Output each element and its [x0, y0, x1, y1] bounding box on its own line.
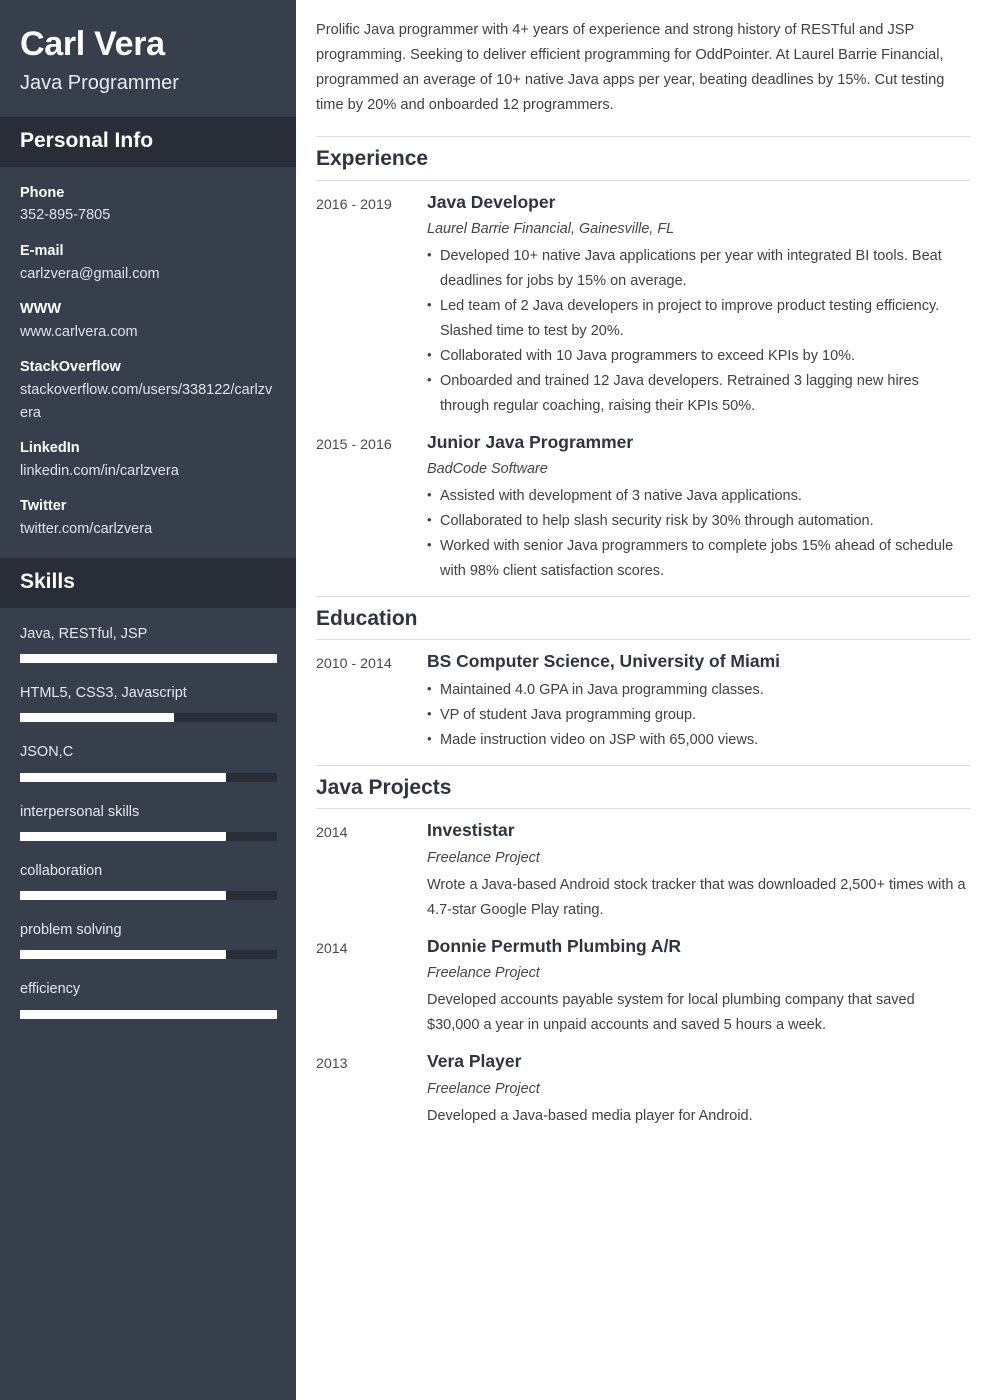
entry-bullet-list [427, 244, 970, 419]
entry-description: Developed accounts payable system for local plumbing company that saved $30,000 a year in unpaid accounts and saved 5 hours a week. [427, 992, 915, 1034]
entry-bullet: • Collaborated with 10 Java programmers to exceed KPIs by 10%. [427, 344, 970, 369]
contact-label: Phone [20, 184, 65, 201]
entry-bullet: • Maintained 4.0 GPA in Java programming classes. [427, 678, 970, 703]
resume-section [316, 765, 970, 1129]
entry-subtitle: Freelance Project [427, 849, 540, 866]
resume-section [316, 136, 970, 584]
skill-level-bar [20, 713, 277, 722]
personal-info-heading: Personal Info [20, 129, 154, 153]
resume-entry [316, 935, 970, 1039]
skill-item [20, 683, 276, 722]
entry-body [427, 191, 970, 419]
contact-item [20, 241, 276, 285]
entry-date: 2015 - 2016 [316, 436, 392, 453]
skill-level-fill [20, 950, 226, 959]
skill-item [20, 920, 276, 959]
contact-label: Twitter [20, 498, 67, 515]
entry-bullet-list [427, 678, 970, 753]
entry-body [427, 1050, 970, 1129]
section-header [316, 136, 970, 180]
entry-bullet: • Led team of 2 Java developers in project to improve product testing efficiency. Slashed time to test by 20%. [427, 294, 970, 344]
contact-item [20, 438, 276, 482]
entry-bullet: • VP of student Java programming group. [427, 703, 970, 728]
sidebar [0, 0, 296, 1400]
section-title: Education [316, 607, 418, 631]
skill-level-bar [20, 891, 277, 900]
contact-label: StackOverflow [20, 359, 121, 376]
entry-title: Java Developer [427, 191, 556, 212]
entry-bullet: • Assisted with development of 3 native Java applications. [427, 484, 970, 509]
entry-date: 2014 [316, 825, 348, 842]
entry-title: Junior Java Programmer [427, 431, 634, 452]
candidate-job-title: Java Programmer [20, 72, 179, 95]
entry-title: BS Computer Science, University of Miami [427, 651, 781, 672]
resume-entry [316, 1050, 970, 1129]
personal-info-list [0, 167, 296, 559]
skill-name: problem solving [20, 922, 122, 939]
skill-item [20, 742, 276, 781]
personal-info-header [0, 117, 296, 166]
skills-heading: Skills [20, 570, 75, 594]
contact-item [20, 299, 276, 343]
contact-value[interactable]: linkedin.com/in/carlzvera [20, 462, 179, 479]
resume-entry [316, 819, 970, 923]
skill-level-bar [20, 1010, 277, 1019]
resume-entry [316, 650, 970, 752]
entry-subtitle: BadCode Software [427, 461, 548, 478]
skill-item [20, 624, 276, 663]
skill-item [20, 861, 276, 900]
entry-subtitle: Freelance Project [427, 1080, 540, 1097]
entry-title: Investistar [427, 820, 515, 841]
contact-value[interactable]: twitter.com/carlzvera [20, 520, 153, 537]
skills-list [0, 608, 296, 1059]
entry-body [427, 431, 970, 584]
skill-name: Java, RESTful, JSP [20, 625, 148, 642]
contact-value[interactable]: carlzvera@gmail.com [20, 265, 160, 282]
skill-item [20, 802, 276, 841]
skill-level-fill [20, 654, 277, 663]
contact-label: LinkedIn [20, 439, 80, 456]
skill-item [20, 979, 276, 1018]
main-content [296, 0, 990, 1400]
entry-bullet-list [427, 484, 970, 584]
entry-body [427, 650, 970, 752]
contact-value[interactable]: 352-895-7805 [20, 207, 111, 224]
resume-entry [316, 191, 970, 419]
entry-bullet: • Collaborated to help slash security risk by 30% through automation. [427, 509, 970, 534]
entry-title: Donnie Permuth Plumbing A/R [427, 935, 682, 956]
entry-date: 2010 - 2014 [316, 656, 392, 673]
resume-section [316, 596, 970, 753]
sidebar-header [0, 0, 296, 117]
section-title: Java Projects [316, 775, 452, 799]
candidate-name: Carl Vera [20, 25, 165, 63]
skill-level-fill [20, 891, 226, 900]
skill-level-bar [20, 832, 277, 841]
entry-bullet: • Made instruction video on JSP with 65,000 views. [427, 728, 970, 753]
skill-level-fill [20, 773, 226, 782]
skill-name: interpersonal skills [20, 803, 140, 820]
skill-level-bar [20, 654, 277, 663]
entry-date: 2013 [316, 1056, 348, 1073]
profile-summary: Prolific Java programmer with 4+ years of experience and strong history of RESTful and JSP programming. Seeking to deliver efficient programming for OddPointer. At Laurel Barrie Financial, programmed an average of 10+ native Java apps per year, beating deadlines by 15%. Cut testing time by 20% and onboarded 12 programmers. [316, 22, 945, 114]
skill-level-bar [20, 773, 277, 782]
resume-sections [316, 136, 970, 1128]
section-header [316, 765, 970, 809]
entry-bullet: • Onboarded and trained 12 Java developers. Retrained 3 lagging new hires through regular coaching, raising their KPIs 50%. [427, 369, 970, 419]
skill-level-bar [20, 950, 277, 959]
skills-header [0, 558, 296, 607]
skill-level-fill [20, 713, 174, 722]
contact-item [20, 183, 276, 227]
entry-date: 2014 [316, 940, 348, 957]
skill-name: efficiency [20, 981, 81, 998]
entry-subtitle: Freelance Project [427, 965, 540, 982]
skill-level-fill [20, 1010, 277, 1019]
skill-level-fill [20, 832, 226, 841]
section-title: Experience [316, 147, 429, 171]
entry-description: Developed a Java-based media player for Android. [427, 1107, 753, 1124]
skill-name: collaboration [20, 862, 103, 879]
skill-name: JSON,C [20, 744, 74, 761]
contact-item [20, 496, 276, 540]
contact-value[interactable]: www.carlvera.com [20, 323, 138, 340]
contact-value[interactable]: stackoverflow.com/users/338122/carlzvera [20, 382, 273, 421]
entry-subtitle: Laurel Barrie Financial, Gainesville, FL [427, 221, 675, 238]
entry-body [427, 819, 970, 923]
entry-title: Vera Player [427, 1051, 522, 1072]
entry-description: Wrote a Java-based Android stock tracker that was downloaded 2,500+ times with a 4.7-star Google Play rating. [427, 876, 966, 918]
contact-item [20, 357, 276, 424]
entry-body [427, 935, 970, 1039]
section-header [316, 596, 970, 640]
contact-label: WWW [20, 301, 62, 318]
entry-bullet: • Worked with senior Java programmers to complete jobs 15% ahead of schedule with 98% client satisfaction scores. [427, 534, 970, 584]
skill-name: HTML5, CSS3, Javascript [20, 684, 187, 701]
contact-label: E-mail [20, 242, 64, 259]
entry-bullet: • Developed 10+ native Java applications per year with integrated BI tools. Beat deadlines for jobs by 15% on average. [427, 244, 970, 294]
resume-entry [316, 431, 970, 584]
entry-date: 2016 - 2019 [316, 196, 392, 213]
